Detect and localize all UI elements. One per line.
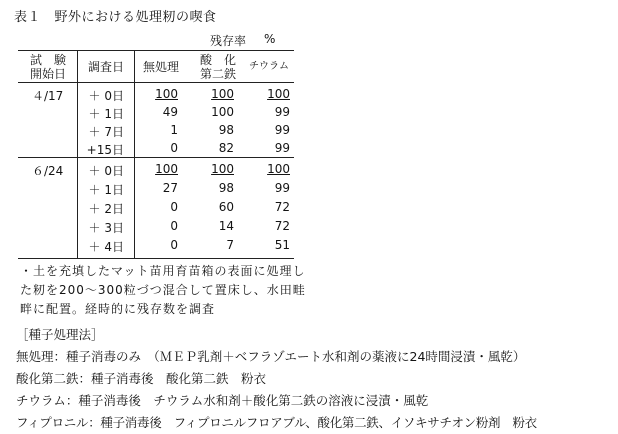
value-untreated: 0 bbox=[170, 238, 178, 252]
value-iron-oxide: 14 bbox=[218, 219, 234, 233]
value-thiuram: 72 bbox=[274, 200, 290, 214]
table-note-line: 畔に配置。経時的に残存数を調査 bbox=[20, 302, 216, 316]
start-date: ６/24 bbox=[32, 164, 64, 178]
survey-day: ＋ 0日 bbox=[88, 164, 124, 178]
value-iron-oxide: 98 bbox=[218, 181, 234, 195]
value-thiuram: 72 bbox=[274, 219, 290, 233]
survey-day: ＋ 0日 bbox=[88, 89, 124, 103]
survey-day: ＋ 4日 bbox=[88, 240, 124, 254]
header-bottom-rule bbox=[18, 82, 294, 83]
value-thiuram: 99 bbox=[274, 123, 290, 137]
survey-day: ＋ 1日 bbox=[88, 107, 124, 121]
value-untreated: 100 bbox=[155, 87, 178, 101]
header-iron-oxide bbox=[193, 53, 243, 81]
table-note-line: た籾を200～300粒づつ混合して置床し、水田畦 bbox=[20, 283, 306, 297]
table-bottom-rule bbox=[18, 258, 294, 259]
unit-label: 残存率 bbox=[210, 34, 247, 48]
value-thiuram: 99 bbox=[274, 141, 290, 155]
header-start-date bbox=[22, 53, 74, 81]
survey-day: +15日 bbox=[86, 143, 124, 157]
survey-day: ＋ 3日 bbox=[88, 221, 124, 235]
seed-treatment-line: フィプロニル：種子消毒後 フィプロニルフロアブル、酸化第二鉄、イソキサチオン粉剤 粉衣 bbox=[16, 415, 537, 430]
column-divider bbox=[134, 51, 135, 259]
header-untreated: 無処理 bbox=[142, 60, 179, 74]
start-date: ４/17 bbox=[32, 89, 64, 103]
header-start-date-line2: 開始日 bbox=[29, 67, 66, 81]
seed-treatment-line: 無処理：種子消毒のみ （ＭＥＰ乳剤＋ベフラゾエート水和剤の薬液に24時間浸漬・風乾） bbox=[16, 349, 526, 364]
value-iron-oxide: 7 bbox=[226, 238, 234, 252]
seed-treatment-line: チウラム：種子消毒後 チウラム水和剤＋酸化第二鉄の溶液に浸漬・風乾 bbox=[16, 393, 429, 408]
group-divider-rule bbox=[18, 157, 294, 158]
value-thiuram: 51 bbox=[274, 238, 290, 252]
seed-treatment-line: 酸化第二鉄：種子消毒後 酸化第二鉄 粉衣 bbox=[16, 371, 267, 386]
value-iron-oxide: 100 bbox=[211, 162, 234, 176]
value-thiuram: 100 bbox=[267, 87, 290, 101]
value-iron-oxide: 100 bbox=[211, 105, 234, 119]
value-thiuram: 99 bbox=[274, 105, 290, 119]
value-untreated: 0 bbox=[170, 200, 178, 214]
table-note-line: ・土を充填したマット苗用育苗箱の表面に処理し bbox=[20, 264, 306, 278]
header-iron-oxide-line2: 第二鉄 bbox=[199, 67, 236, 81]
value-untreated: 100 bbox=[155, 162, 178, 176]
header-thiuram: チウラム bbox=[249, 61, 289, 72]
value-thiuram: 99 bbox=[274, 181, 290, 195]
value-iron-oxide: 100 bbox=[211, 87, 234, 101]
value-untreated: 27 bbox=[162, 181, 178, 195]
value-thiuram: 100 bbox=[267, 162, 290, 176]
header-survey-day: 調査日 bbox=[87, 60, 124, 74]
column-divider bbox=[77, 51, 78, 259]
value-untreated: 0 bbox=[170, 141, 178, 155]
table-top-rule bbox=[18, 50, 294, 51]
survey-day: ＋ 7日 bbox=[88, 125, 124, 139]
survey-day: ＋ 1日 bbox=[88, 183, 124, 197]
table-title: 表１ 野外における処理籾の喫食 bbox=[14, 10, 217, 25]
value-untreated: 49 bbox=[162, 105, 178, 119]
value-iron-oxide: 82 bbox=[218, 141, 234, 155]
header-iron-oxide-line1: 酸 化 bbox=[199, 53, 236, 67]
seed-treatment-heading: ［種子処理法］ bbox=[16, 327, 104, 342]
value-untreated: 1 bbox=[170, 123, 178, 137]
value-iron-oxide: 60 bbox=[218, 200, 234, 214]
value-untreated: 0 bbox=[170, 219, 178, 233]
unit-symbol: % bbox=[264, 32, 276, 46]
header-start-date-line1: 試 験 bbox=[29, 53, 66, 67]
survey-day: ＋ 2日 bbox=[88, 202, 124, 216]
value-iron-oxide: 98 bbox=[218, 123, 234, 137]
